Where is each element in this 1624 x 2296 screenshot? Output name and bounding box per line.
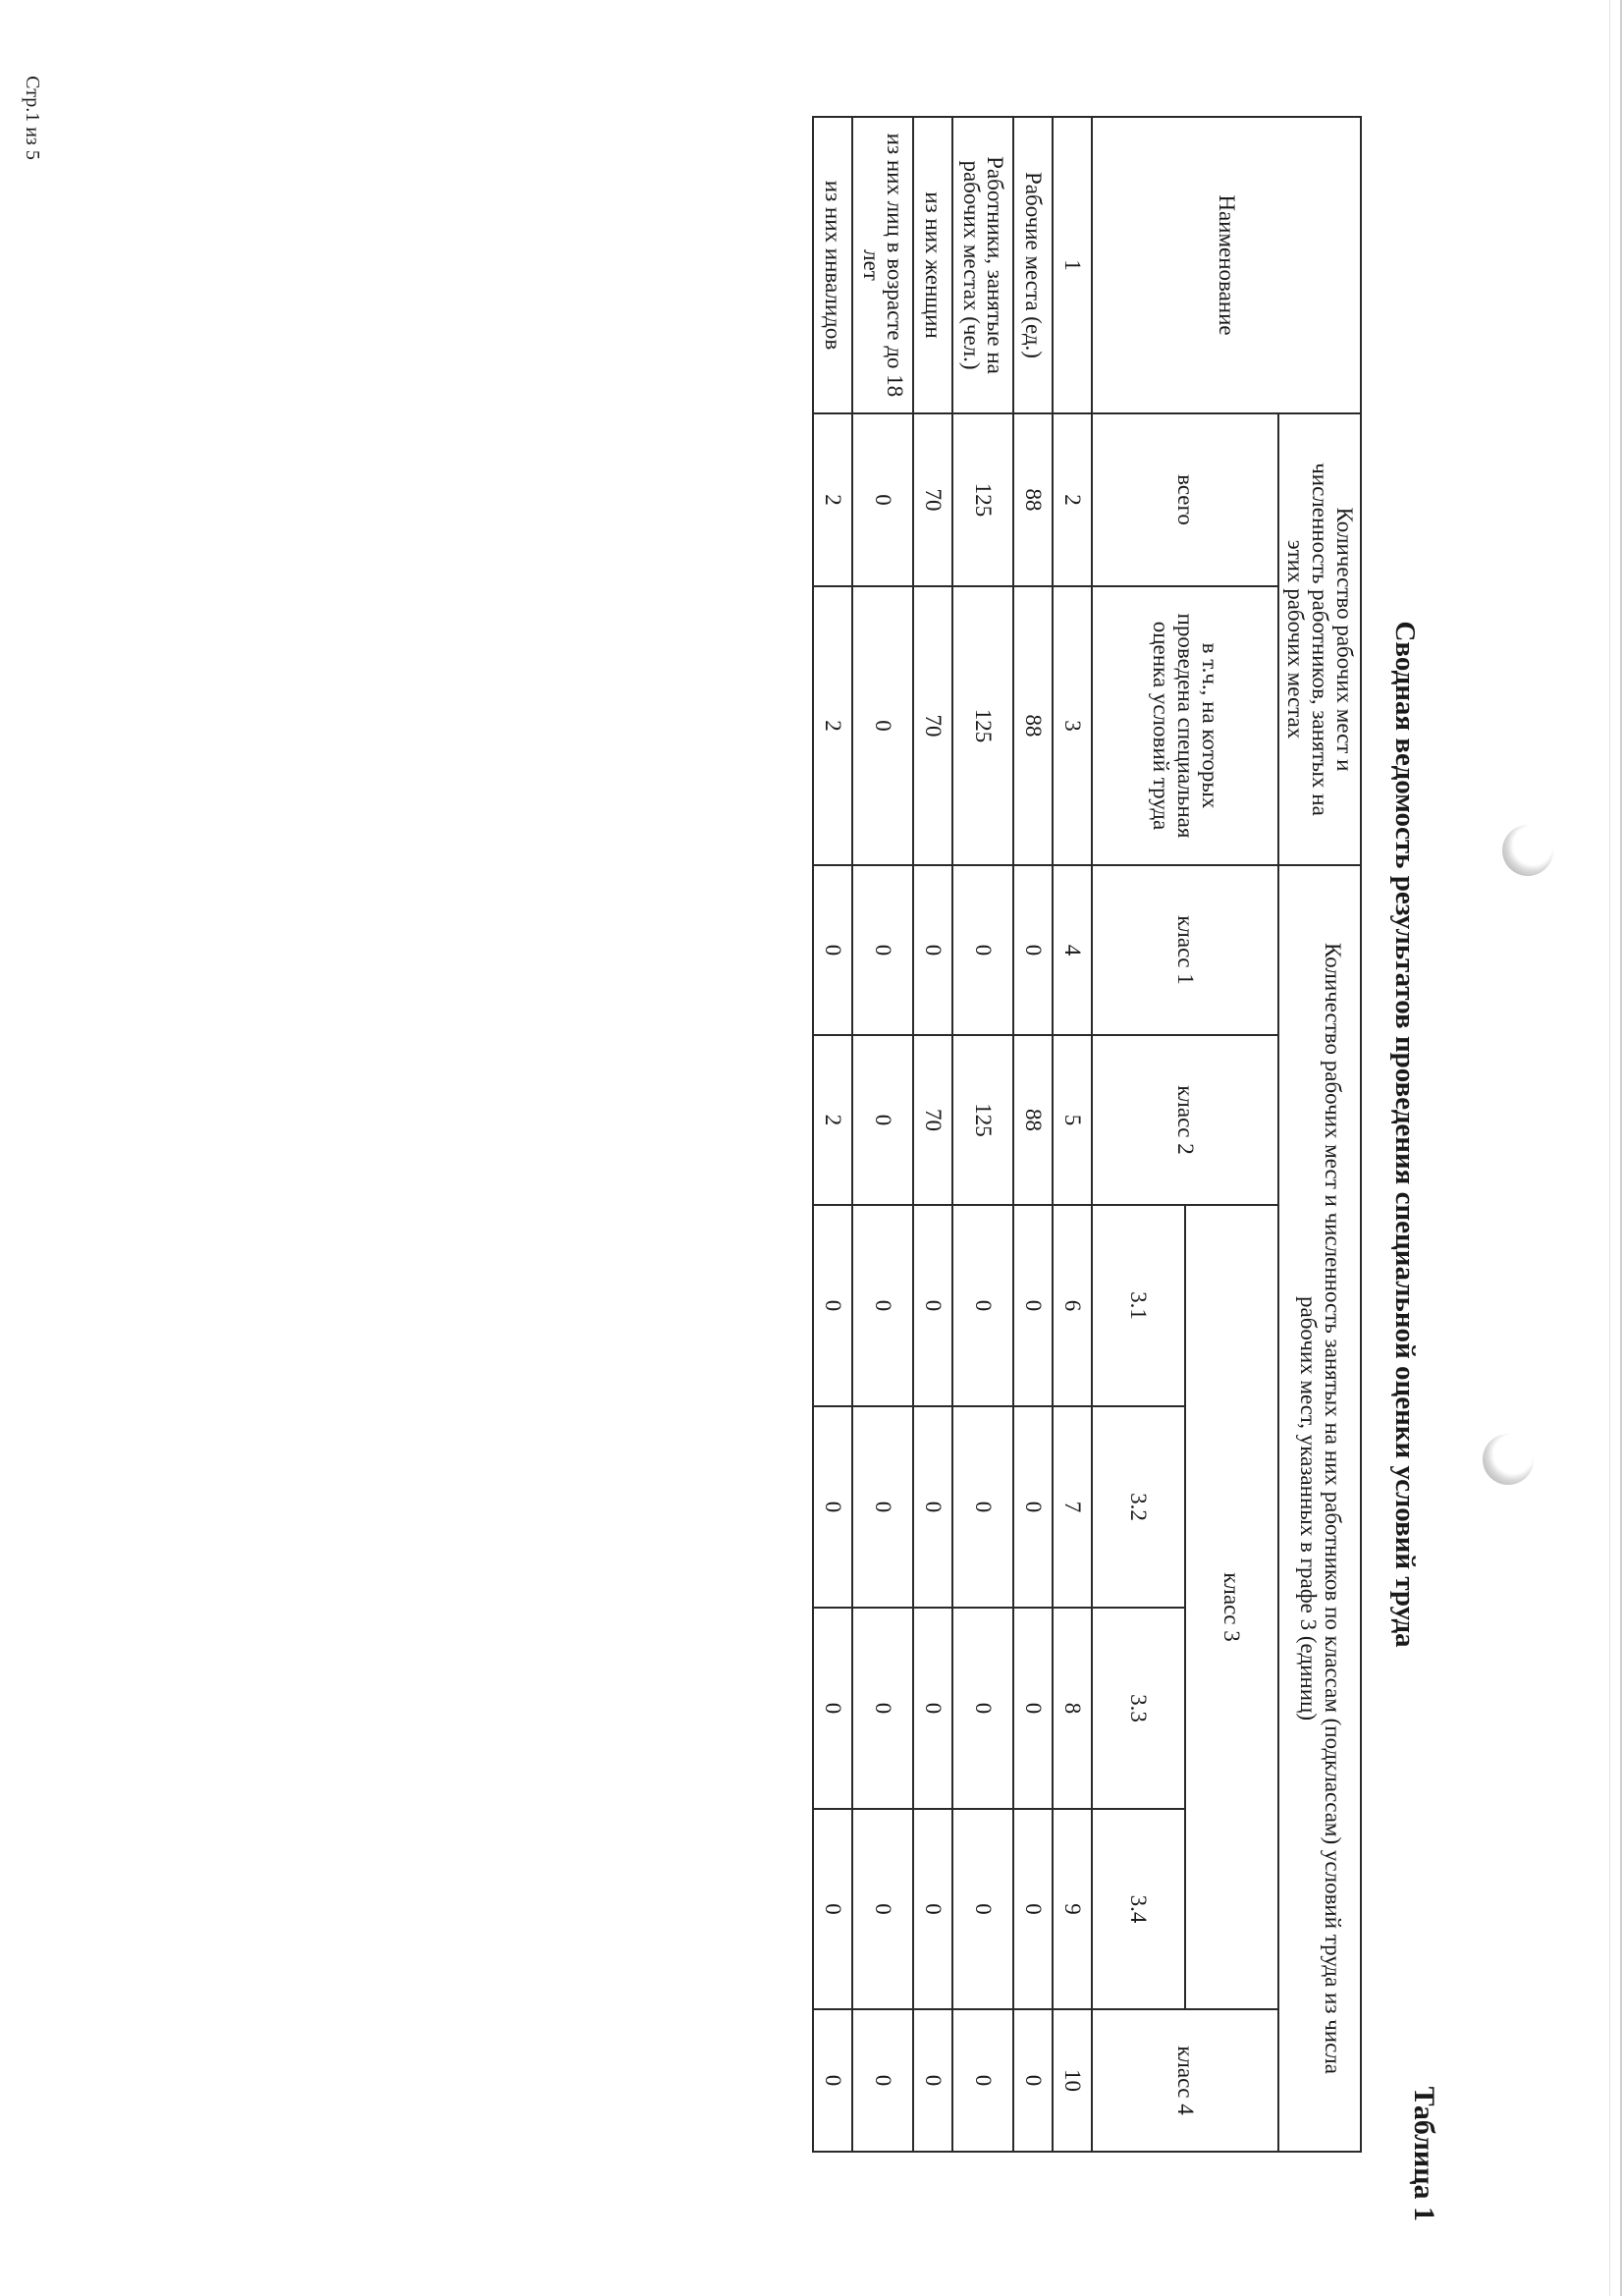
cell-value: 0 [913,1205,952,1406]
table-row [1013,117,1053,2152]
page-edge-shadow [1609,0,1610,2296]
header-class-1: класс 1 [1092,865,1278,1035]
column-number: 4 [1053,865,1092,1035]
rotated-page-content [753,39,1440,2229]
header-assessed: в т.ч., на которых проведена специальная оценка условий труда [1092,586,1278,865]
row-name: Работники, занятые на рабочих местах (чел.) [952,117,1013,413]
cell-value: 0 [1013,1608,1053,1809]
cell-value: 0 [952,1809,1013,2009]
column-number: 8 [1053,1608,1092,1809]
cell-value: 0 [1013,1809,1053,2009]
cell-value: 0 [1013,865,1053,1035]
header-total: всего [1092,413,1278,586]
header-class-2: класс 2 [1092,1035,1278,1205]
cell-value: 0 [852,586,913,865]
page-edge [1620,0,1622,2296]
cell-value: 0 [852,865,913,1035]
row-name: из них инвалидов [813,117,852,413]
cell-value: 0 [952,1406,1013,1608]
cell-value: 0 [913,1809,952,2009]
cell-value: 0 [952,1205,1013,1406]
row-name: Рабочие места (ед.) [1013,117,1053,413]
column-number-row [1053,117,1092,2152]
cell-value: 0 [1013,1406,1053,1608]
column-number: 6 [1053,1205,1092,1406]
column-number: 2 [1053,413,1092,586]
cell-value: 0 [813,1205,852,1406]
cell-value: 0 [852,1205,913,1406]
cell-value: 2 [813,1035,852,1205]
column-number: 5 [1053,1035,1092,1205]
cell-value: 0 [913,2009,952,2152]
column-number: 7 [1053,1406,1092,1608]
cell-value: 0 [852,1608,913,1809]
cell-value: 0 [913,1406,952,1608]
header-class-4: класс 4 [1092,2009,1278,2152]
table-row [913,117,952,2152]
cell-value: 0 [813,865,852,1035]
cell-value: 88 [1013,1035,1053,1205]
header-subclass-3-1: 3.1 [1092,1205,1185,1406]
cell-value: 0 [852,413,913,586]
cell-value: 125 [952,1035,1013,1205]
cell-value: 0 [852,1809,913,2009]
cell-value: 2 [813,586,852,865]
column-number: 9 [1053,1809,1092,2009]
cell-value: 0 [852,1035,913,1205]
cell-value: 0 [852,2009,913,2152]
column-number: 1 [1053,117,1092,413]
table-row [952,117,1013,2152]
header-quantity-group: Количество рабочих мест и численность работников, занятых на этих рабочих местах [1278,413,1361,865]
punch-hole [1483,1434,1534,1485]
cell-value: 88 [1013,586,1053,865]
cell-value: 70 [913,413,952,586]
cell-value: 0 [1013,1205,1053,1406]
cell-value: 0 [913,1608,952,1809]
cell-value: 0 [813,1608,852,1809]
header-class-3: класс 3 [1185,1205,1278,2009]
table-row [852,117,913,2152]
summary-table [812,116,1362,2153]
table-row [813,117,852,2152]
cell-value: 0 [813,1406,852,1608]
cell-value: 0 [1013,2009,1053,2152]
header-subclass-3-3: 3.3 [1092,1608,1185,1809]
cell-value: 70 [913,586,952,865]
header-subclass-3-4: 3.4 [1092,1809,1185,2009]
cell-value: 0 [913,865,952,1035]
row-name: из них лиц в возрасте до 18 лет [852,117,913,413]
column-number: 3 [1053,586,1092,865]
cell-value: 125 [952,413,1013,586]
cell-value: 0 [813,2009,852,2152]
cell-value: 125 [952,586,1013,865]
document-title: Сводная ведомость результатов проведения специальной оценки условий труда [1389,621,1421,1648]
header-name: Наименование [1092,117,1361,413]
table-number: Таблица 1 [1408,2086,1440,2221]
page-footer: Стр.1 из 5 [22,76,43,160]
cell-value: 2 [813,413,852,586]
header-classes-group: Количество рабочих мест и численность занятых на них работников по классам (подклассам) условий труда из числа рабочих мест, указанных в графе 3 (единиц) [1278,865,1361,2152]
punch-hole [1502,825,1553,876]
header-subclass-3-2: 3.2 [1092,1406,1185,1608]
cell-value: 0 [813,1809,852,2009]
cell-value: 70 [913,1035,952,1205]
cell-value: 0 [852,1406,913,1608]
row-name: из них женщин [913,117,952,413]
cell-value: 0 [952,1608,1013,1809]
cell-value: 0 [952,865,1013,1035]
cell-value: 0 [952,2009,1013,2152]
column-number: 10 [1053,2009,1092,2152]
cell-value: 88 [1013,413,1053,586]
